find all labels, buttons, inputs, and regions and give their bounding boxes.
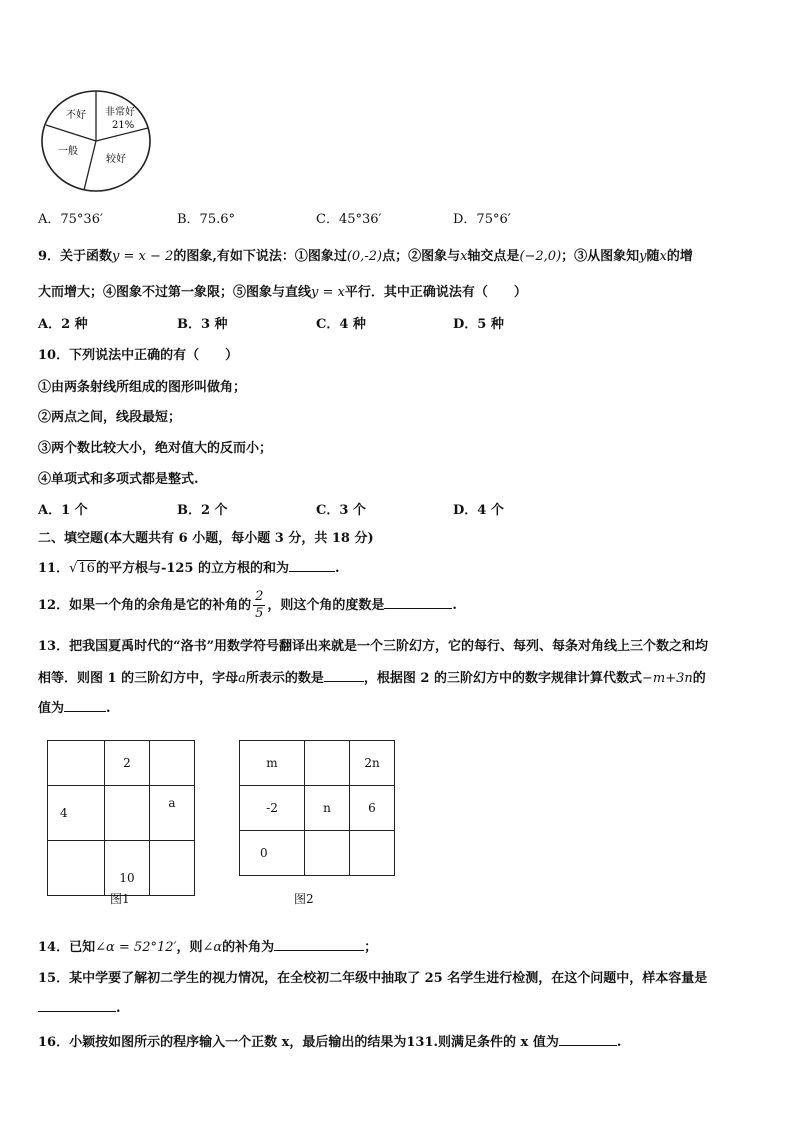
q15-answer-blank[interactable]	[38, 999, 116, 1012]
q9-option-d[interactable]: D．5 种	[453, 317, 504, 332]
q15-line1: 15．某中学要了解初二学生的视力情况，在全校初二年级中抽取了 25 名学生进行检测，在这个问题中，样本容量是	[38, 971, 708, 986]
pie-divider-left	[46, 125, 96, 141]
fig2-cell: m	[240, 741, 305, 786]
fig1-cell	[150, 741, 195, 786]
pie-label-average: 一般	[58, 146, 78, 157]
q13-expression: −m+3n	[642, 671, 693, 686]
q9-text-a: 9．关于函数	[38, 249, 113, 264]
q11-radicand: 16	[78, 561, 95, 576]
q11	[38, 557, 340, 576]
q9-var-x: x	[460, 249, 468, 264]
q9-point1: (0,-2)	[346, 249, 383, 264]
q14-end: ；	[364, 940, 378, 955]
q11-number: 11．	[38, 561, 70, 576]
section-heading-fill-in: 二、填空题(本大题共有 6 小题，每小题 3 分，共 18 分)	[38, 531, 374, 546]
q9-text-c: 点；②图象与	[382, 249, 461, 264]
fig2-cell: 2n	[350, 741, 395, 786]
q13-text-c: ，根据图 2 的三阶幻方中的数字规律计算代数式	[363, 671, 642, 686]
q14-angle: ∠α = 52°12′	[95, 940, 177, 955]
q9-option-c[interactable]: C．4 种	[316, 317, 366, 332]
q14-answer-blank[interactable]	[274, 938, 364, 951]
q10-item-3: ③两个数比较大小，绝对值大的反而小；	[38, 441, 273, 456]
q9-line1	[38, 245, 693, 264]
q13-text-d: 的	[692, 671, 706, 686]
q12-fraction-denominator: 5	[255, 606, 264, 621]
q12-text-a: 12．如果一个角的余角是它的补角的	[38, 598, 252, 613]
q13-text-e: 值为	[38, 701, 65, 716]
q13-line1: 13．把我国夏禹时代的“洛书”用数学符号翻译出来就是一个三阶幻方，它的每行、每列、每条对角线上三个数之和均	[38, 639, 709, 654]
fig2-cell: -2	[240, 786, 305, 831]
q14-text-a: 14．已知	[38, 940, 96, 955]
q9-text-b: 的图象,有如下说法：①图象过	[173, 249, 347, 264]
fig1-cell	[105, 786, 150, 841]
fig1-cell	[48, 741, 105, 786]
q10-option-d[interactable]: D．4 个	[453, 503, 504, 518]
q13-answer-blank-1[interactable]	[324, 669, 364, 682]
q11-answer-blank[interactable]	[289, 559, 335, 572]
q15-end: .	[116, 1001, 121, 1016]
q9-text-i: 平行．其中正确说法有（ ）	[344, 285, 527, 300]
pie-chart	[38, 88, 168, 198]
sqrt-symbol: √16	[69, 561, 95, 576]
q13-line3	[38, 697, 111, 716]
q12-fraction	[253, 589, 265, 622]
q10-option-b[interactable]: B．2 个	[177, 503, 228, 518]
q9-var-y: y	[639, 249, 647, 264]
q11-end: .	[335, 561, 340, 576]
fig2-cell: 6	[350, 786, 395, 831]
q16-answer-blank[interactable]	[559, 1033, 617, 1046]
q9-point2: (−2,0)	[519, 249, 562, 264]
q11-text: 的平方根与-125 的立方根的和为	[95, 561, 289, 576]
q8-option-b[interactable]: B．75.6°	[177, 212, 235, 227]
q9-line2	[38, 281, 527, 300]
pie-label-percent: 21%	[112, 120, 135, 131]
q9-function: y = x − 2	[112, 249, 174, 264]
q13-text-b: 所表示的数是	[245, 671, 324, 686]
q16-end: .	[616, 1035, 622, 1050]
fig1-cell	[48, 841, 105, 896]
q8-option-d[interactable]: D．75°6′	[453, 212, 511, 227]
q10-item-4: ④单项式和多项式都是整式.	[38, 472, 199, 487]
pie-label-excellent: 非常好	[105, 107, 135, 118]
q9-line-function: y = x	[311, 285, 345, 300]
q10-stem: 10．下列说法中正确的有（ ）	[38, 348, 239, 363]
fig2-cell	[305, 741, 350, 786]
q10-item-2: ②两点之间，线段最短；	[38, 410, 182, 425]
q16	[38, 1031, 621, 1050]
q13-letter-a: a	[238, 671, 246, 686]
q14-angle-2: ∠α	[202, 940, 223, 955]
fig2-cell	[350, 831, 395, 876]
q15-line2	[38, 999, 121, 1016]
fig2-cell: 0	[240, 831, 305, 876]
q14-text-b: ，则	[176, 940, 203, 955]
q9-option-a[interactable]: A．2 种	[38, 317, 88, 332]
fig1-cell: 2	[105, 741, 150, 786]
q12-end: .	[452, 598, 457, 613]
q13-text-f: .	[106, 701, 111, 716]
q16-text: 16．小颖按如图所示的程序输入一个正数 x，最后输出的结果为131.则满足条件的 x 值为	[38, 1035, 559, 1050]
q12-fraction-numerator: 2	[255, 589, 264, 604]
q8-option-a[interactable]: A．75°36′	[38, 212, 103, 227]
q9-text-h: 大而增大；④图象不过第一象限；⑤图象与直线	[38, 285, 312, 300]
fig2-cell: n	[305, 786, 350, 831]
fig1-caption: 图1	[110, 892, 130, 906]
q9-text-e: ；③从图象知	[561, 249, 640, 264]
q13-answer-blank-2[interactable]	[64, 699, 106, 712]
q10-option-c[interactable]: C．3 个	[316, 503, 366, 518]
fig2-caption: 图2	[294, 892, 314, 906]
q13-text-a: 相等．则图 1 的三阶幻方中，字母	[38, 671, 239, 686]
q9-text-f: 随	[646, 249, 660, 264]
fig2-cell	[305, 831, 350, 876]
q9-text-g: 的增	[666, 249, 693, 264]
fig1-cell: a	[150, 786, 195, 841]
q10-item-1: ①由两条射线所组成的图形叫做角；	[38, 380, 247, 395]
q8-option-c[interactable]: C．45°36′	[316, 212, 382, 227]
q12-answer-blank[interactable]	[384, 596, 452, 609]
q12-text-b: ，则这个角的度数是	[267, 598, 385, 613]
q9-var-x-2: x	[659, 249, 667, 264]
pie-label-bad: 不好	[66, 110, 86, 121]
pie-label-good: 较好	[106, 154, 126, 165]
fig1-cell: 4	[48, 786, 105, 841]
q14-text-c: 的补角为	[222, 940, 275, 955]
magic-square-figure-1	[47, 740, 195, 896]
pie-divider-bottom	[84, 141, 96, 190]
q10-option-a[interactable]: A．1 个	[38, 503, 88, 518]
q13-line2	[38, 667, 706, 686]
q14	[38, 936, 377, 955]
fig1-cell	[150, 841, 195, 896]
magic-square-figure-2	[239, 740, 395, 876]
fig1-cell: 10	[105, 841, 150, 896]
q9-text-d: 轴交点是	[467, 249, 520, 264]
q12	[38, 589, 457, 622]
q9-option-b[interactable]: B．3 种	[177, 317, 228, 332]
